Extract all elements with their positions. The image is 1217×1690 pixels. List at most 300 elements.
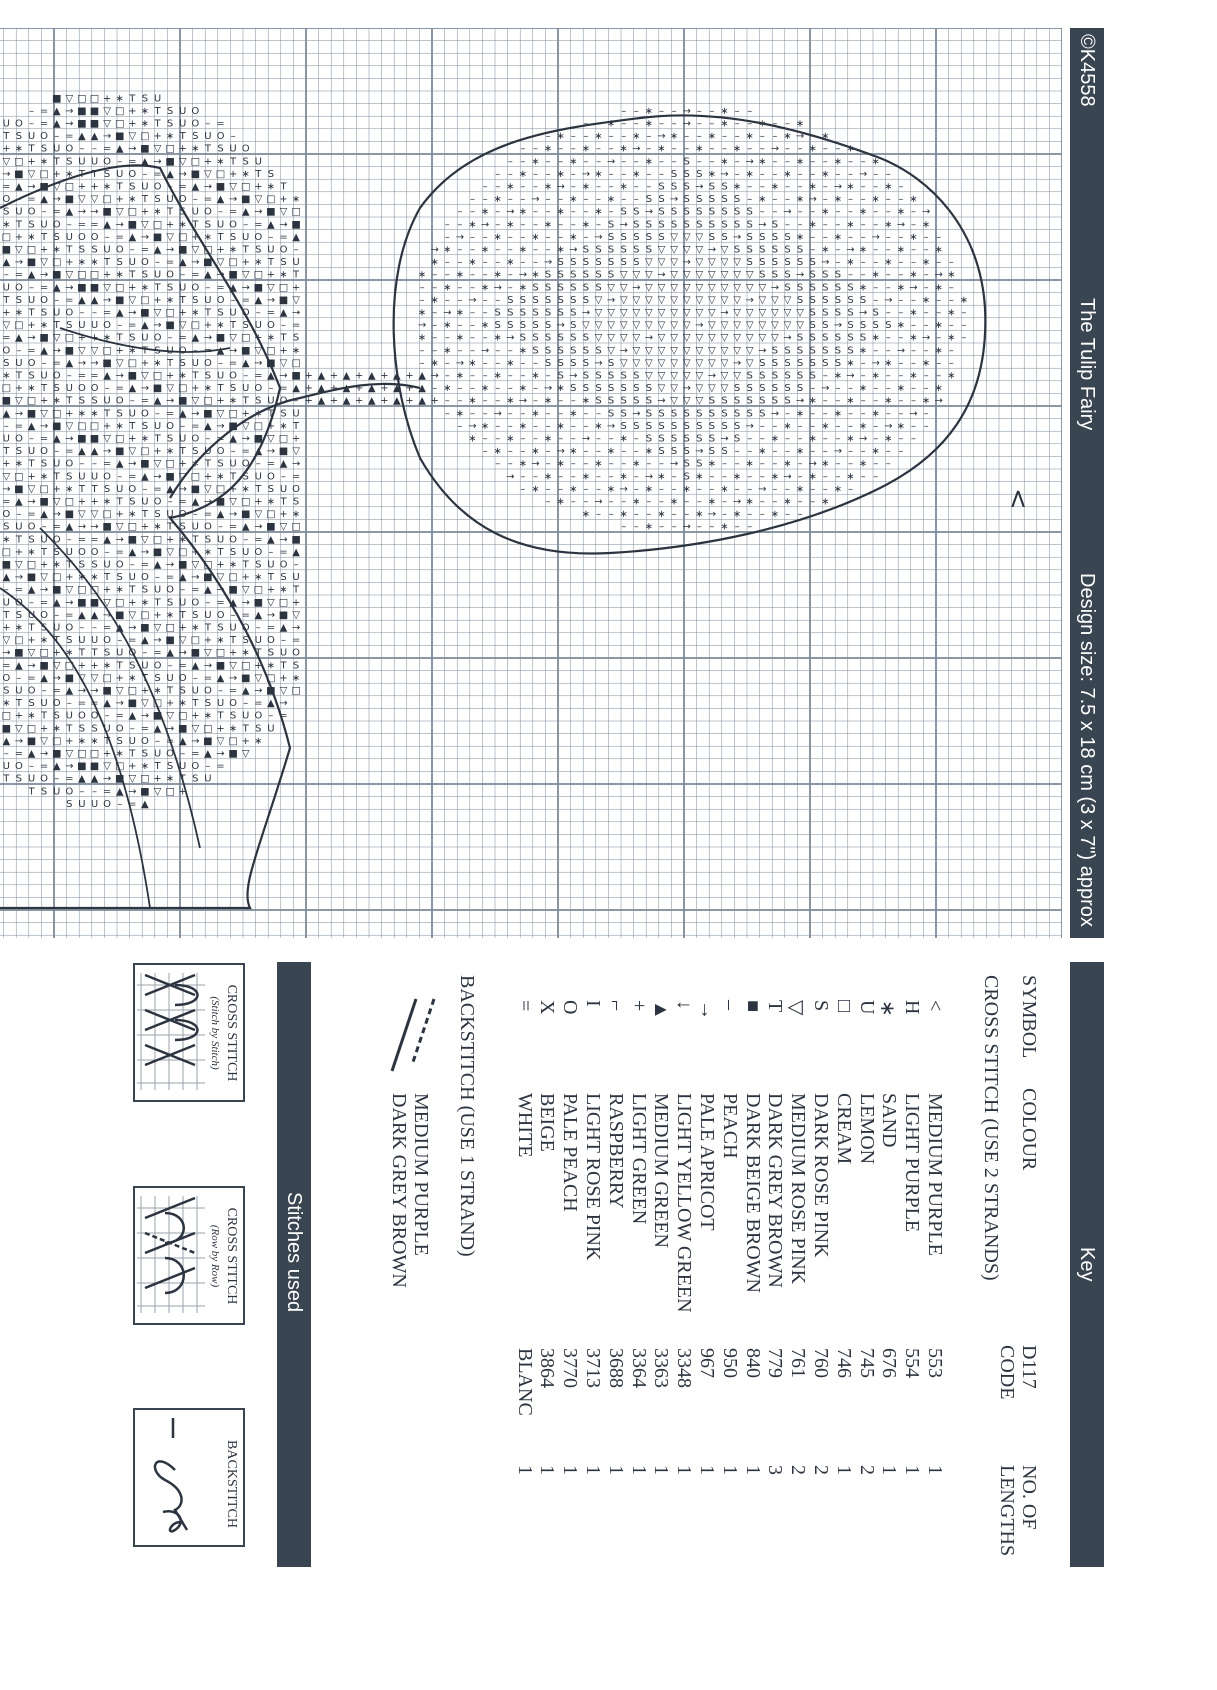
chart-symbol: T — [192, 534, 199, 546]
chart-symbol: S — [721, 231, 728, 243]
chart-symbol: T — [28, 622, 35, 634]
chart-symbol: S — [280, 257, 287, 269]
chart-symbol: ∗ — [531, 408, 540, 420]
chart-symbol: ∗ — [266, 181, 276, 193]
chart-symbol: ∗ — [203, 231, 213, 243]
chart-symbol: ∗ — [556, 168, 565, 180]
chart-symbol: ∗ — [493, 194, 502, 206]
chart-symbol: → — [594, 496, 603, 508]
chart-symbol: – — [545, 420, 551, 432]
chart-symbol: S — [809, 307, 816, 319]
chart-symbol: → — [115, 370, 124, 382]
chart-symbol: + — [14, 710, 24, 722]
chart-symbol: + — [115, 509, 124, 521]
chart-symbol: ▽ — [78, 194, 86, 206]
chart-symbol: ∗ — [153, 685, 162, 697]
chart-symbol: S — [204, 534, 212, 546]
chart-symbol: – — [293, 395, 299, 407]
chart-symbol: → — [128, 307, 137, 319]
chart-symbol: – — [570, 420, 576, 432]
chart-symbol: U — [166, 509, 174, 521]
chart-symbol: + — [27, 471, 36, 483]
chart-symbol: ∗ — [480, 206, 490, 218]
chart-symbol: ▽ — [103, 433, 111, 445]
chart-symbol: + — [191, 710, 200, 722]
chart-symbol: – — [633, 509, 639, 521]
chart-symbol: ∗ — [669, 131, 679, 143]
chart-symbol: → — [165, 723, 175, 735]
chart-symbol: T — [129, 748, 136, 760]
chart-symbol: ▽ — [720, 294, 729, 306]
chart-symbol: U — [90, 798, 99, 810]
chart-symbol: – — [822, 370, 828, 382]
chart-symbol: ■ — [253, 282, 264, 294]
chart-symbol: ∗ — [468, 433, 477, 445]
chart-symbol: □ — [127, 521, 138, 533]
chart-symbol: → — [909, 282, 918, 294]
chart-symbol: S — [179, 206, 186, 218]
chart-symbol: ▽ — [695, 257, 704, 269]
chart-symbol: ∗ — [896, 383, 906, 395]
chart-symbol: – — [696, 156, 702, 168]
chart-symbol: U — [40, 219, 48, 231]
chart-symbol: → — [2, 647, 11, 659]
chart-symbol: □ — [114, 597, 125, 609]
chart-symbol: – — [596, 143, 601, 155]
chart-symbol: ▽ — [682, 231, 691, 243]
chart-symbol: = — [2, 660, 11, 672]
chart-symbol: S — [570, 269, 577, 281]
chart-symbol: = — [14, 748, 24, 760]
chart-symbol: ▲ — [241, 357, 250, 369]
chart-symbol: + — [165, 219, 175, 231]
chart-symbol: → — [758, 345, 767, 357]
chart-symbol: ∗ — [644, 118, 654, 130]
chart-symbol: = — [52, 357, 61, 369]
chart-symbol: – — [533, 433, 538, 445]
chart-symbol: □ — [51, 735, 62, 747]
chart-symbol: = — [52, 685, 61, 697]
chart-symbol: – — [709, 143, 715, 155]
chart-symbol: S — [154, 509, 161, 521]
chart-symbol: = — [39, 433, 49, 445]
chart-symbol: □ — [140, 446, 150, 458]
chart-symbol: – — [911, 320, 916, 332]
chart-symbol: O — [77, 546, 86, 558]
chart-symbol: ∗ — [14, 307, 24, 319]
chart-symbol: ▽ — [229, 660, 237, 672]
chart-symbol: ∗ — [455, 370, 465, 382]
chart-symbol: S — [28, 698, 35, 710]
chart-symbol: □ — [266, 194, 276, 206]
chart-symbol: = — [14, 269, 24, 281]
chart-symbol: ∗ — [65, 483, 74, 495]
chart-symbol: ∗ — [795, 446, 805, 458]
chart-symbol: O — [216, 294, 225, 306]
chart-symbol: – — [873, 181, 879, 193]
chart-symbol: □ — [203, 395, 213, 407]
chart-symbol: ∗ — [480, 420, 490, 432]
key-code: 779 — [764, 1348, 786, 1378]
chart-symbol: – — [293, 559, 299, 571]
chart-symbol: ▽ — [695, 383, 704, 395]
chart-symbol: □ — [127, 357, 138, 369]
chart-symbol: – — [583, 408, 589, 420]
chart-symbol: S — [15, 609, 23, 621]
chart-symbol: T — [129, 420, 136, 432]
chart-symbol: ∗ — [417, 307, 427, 319]
chart-symbol: ■ — [266, 685, 276, 697]
chart-symbol: S — [696, 206, 703, 218]
stitches-heading: Stitches used — [283, 1192, 305, 1313]
chart-symbol: ∗ — [909, 307, 918, 319]
chart-symbol: □ — [114, 118, 125, 130]
chart-symbol: – — [633, 156, 639, 168]
chart-symbol: + — [304, 370, 313, 382]
key-colour: LEMON — [856, 1093, 878, 1165]
chart-symbol: – — [873, 294, 879, 306]
chart-symbol: ▲ — [40, 672, 48, 684]
chart-symbol: – — [432, 332, 438, 344]
chart-symbol: ∗ — [632, 458, 641, 470]
stitch-label-1-sub: (Stitch by Stitch) — [209, 996, 221, 1070]
chart-symbol: S — [595, 383, 602, 395]
chart-symbol: ∗ — [493, 269, 502, 281]
chart-symbol: – — [545, 194, 551, 206]
chart-symbol: S — [166, 105, 174, 117]
chart-symbol: ▽ — [594, 307, 603, 319]
chart-symbol: + — [153, 131, 162, 143]
chart-symbol: T — [179, 131, 186, 143]
chart-symbol: ▲ — [15, 181, 23, 193]
key-lengths: 2 — [810, 1465, 832, 1475]
chart-symbol: ∗ — [128, 509, 137, 521]
chart-symbol: ∗ — [254, 408, 263, 420]
backstitch-line-purple — [412, 999, 434, 1065]
chart-symbol: ■ — [14, 647, 24, 659]
chart-symbol: S — [658, 420, 665, 432]
chart-symbol: ■ — [240, 194, 251, 206]
chart-symbol: → — [279, 534, 288, 546]
chart-symbol: ∗ — [178, 219, 187, 231]
chart-symbol: – — [66, 370, 72, 382]
chart-symbol: + — [27, 635, 36, 647]
chart-symbol: → — [65, 433, 74, 445]
chart-symbol: + — [128, 761, 137, 773]
chart-symbol: – — [898, 269, 904, 281]
chart-symbol: ▽ — [216, 257, 225, 269]
chart-symbol: □ — [253, 269, 264, 281]
chart-symbol: ▲ — [40, 345, 48, 357]
chart-symbol: – — [608, 168, 614, 180]
chart-symbol: ▲ — [317, 370, 326, 382]
chart-symbol: S — [595, 345, 602, 357]
chart-symbol: S — [129, 332, 136, 344]
chart-symbol: T — [280, 181, 287, 193]
chart-symbol: – — [898, 294, 904, 306]
chart-symbol: → — [14, 257, 24, 269]
chart-symbol: T — [154, 597, 161, 609]
chart-symbol: ▽ — [670, 231, 678, 243]
chart-symbol: = — [27, 509, 36, 521]
chart-symbol: – — [596, 181, 601, 193]
chart-symbol: ▽ — [682, 395, 691, 407]
chart-symbol: S — [721, 446, 728, 458]
key-code: 553 — [924, 1348, 946, 1378]
chart-symbol: – — [822, 395, 828, 407]
chart-symbol: – — [860, 269, 866, 281]
chart-symbol: O — [229, 698, 238, 710]
chart-symbol: + — [14, 546, 24, 558]
chart-symbol: ∗ — [783, 168, 792, 180]
chart-symbol: – — [596, 483, 601, 495]
chart-symbol: ▽ — [670, 320, 678, 332]
chart-symbol: – — [772, 156, 778, 168]
chart-symbol: U — [267, 559, 275, 571]
chart-symbol: T — [15, 698, 22, 710]
chart-symbol: + — [153, 446, 162, 458]
chart-symbol: S — [229, 383, 237, 395]
chart-symbol: ■ — [89, 118, 100, 130]
chart-symbol: – — [848, 483, 853, 495]
chart-symbol: – — [533, 471, 538, 483]
chart-symbol: ■ — [253, 433, 264, 445]
chart-symbol: S — [721, 219, 728, 231]
chart-symbol: S — [796, 282, 804, 294]
chart-symbol: S — [746, 257, 753, 269]
chart-symbol: ▽ — [733, 320, 741, 332]
chart-symbol: ▽ — [783, 294, 792, 306]
chart-symbol: ▲ — [191, 660, 200, 672]
chart-symbol: T — [280, 496, 287, 508]
chart-symbol: – — [646, 181, 652, 193]
chart-symbol: S — [759, 408, 766, 420]
chart-symbol: – — [822, 143, 828, 155]
chart-symbol: ∗ — [606, 194, 616, 206]
chart-symbol: = — [291, 320, 301, 332]
chart-symbol: – — [696, 496, 702, 508]
chart-symbol: ▲ — [141, 635, 149, 647]
chart-symbol: T — [179, 773, 186, 785]
chart-symbol: ■ — [152, 710, 163, 722]
chart-symbol: ▽ — [78, 345, 86, 357]
chart-symbol: ■ — [203, 408, 213, 420]
chart-symbol: – — [482, 294, 488, 306]
chart-symbol: ∗ — [695, 143, 704, 155]
chart-symbol: U — [229, 143, 237, 155]
chart-symbol: S — [784, 370, 791, 382]
chart-symbol: T — [293, 584, 300, 596]
chart-symbol: S — [557, 269, 564, 281]
chart-symbol: S — [670, 408, 678, 420]
chart-symbol: ▽ — [645, 294, 653, 306]
chart-symbol: ∗ — [506, 357, 515, 369]
chart-symbol: ▲ — [267, 370, 275, 382]
stitch-box-cross-stitch-by-stitch — [133, 963, 245, 1102]
chart-symbol: ∗ — [884, 357, 893, 369]
chart-symbol: S — [670, 219, 678, 231]
chart-symbol: ∗ — [745, 458, 754, 470]
chart-symbol: ▽ — [670, 294, 678, 306]
chart-symbol: – — [482, 257, 488, 269]
chart-symbol: → — [770, 143, 780, 155]
chart-symbol: O — [77, 710, 86, 722]
chart-symbol: ∗ — [808, 471, 817, 483]
chart-symbol: T — [78, 483, 85, 495]
chart-symbol: – — [558, 231, 564, 243]
chart-symbol: – — [92, 307, 97, 319]
chart-symbol: – — [684, 143, 690, 155]
chart-symbol: = — [115, 546, 124, 558]
chart-symbol: ∗ — [921, 357, 931, 369]
chart-symbol: – — [218, 206, 223, 218]
chart-symbol: ∗ — [543, 433, 553, 445]
chart-symbol: – — [558, 143, 564, 155]
chart-symbol: → — [77, 685, 87, 697]
chart-symbol: □ — [14, 471, 24, 483]
chart-symbol: O — [65, 307, 74, 319]
chart-symbol: ▲ — [204, 420, 212, 432]
chart-symbol: ∗ — [594, 458, 603, 470]
chart-symbol: – — [659, 521, 664, 533]
chart-symbol: – — [545, 131, 551, 143]
chart-symbol: – — [873, 206, 879, 218]
chart-symbol: S — [582, 244, 590, 256]
chart-symbol: T — [41, 710, 48, 722]
chart-symbol: + — [279, 345, 288, 357]
chart-symbol: ∗ — [619, 181, 628, 193]
chart-symbol: – — [621, 446, 627, 458]
chart-symbol: – — [785, 194, 790, 206]
chart-symbol: S — [683, 458, 690, 470]
chart-symbol: – — [520, 408, 526, 420]
chart-symbol: T — [15, 219, 22, 231]
chart-symbol: ∗ — [531, 231, 540, 243]
chart-symbol: – — [419, 282, 425, 294]
chart-symbol: ▽ — [254, 672, 263, 684]
chart-symbol: – — [583, 446, 589, 458]
chart-symbol: – — [671, 143, 677, 155]
chart-symbol: – — [898, 194, 904, 206]
chart-symbol: – — [797, 168, 803, 180]
chart-symbol: – — [608, 458, 614, 470]
chart-symbol: – — [722, 143, 727, 155]
chart-symbol: S — [192, 609, 199, 621]
chart-symbol: ▽ — [645, 357, 653, 369]
chart-symbol: O — [40, 294, 49, 306]
chart-symbol: – — [558, 194, 564, 206]
chart-symbol: ▽ — [745, 345, 754, 357]
chart-symbol: S — [544, 357, 552, 369]
chart-symbol: ∗ — [65, 168, 74, 180]
chart-symbol: → — [291, 458, 301, 470]
chart-symbol: – — [835, 433, 841, 445]
chart-symbol: O — [153, 496, 162, 508]
key-code: 3688 — [605, 1348, 627, 1388]
chart-symbol: + — [90, 181, 99, 193]
chart-symbol: → — [254, 685, 263, 697]
key-symbol: → — [696, 1000, 718, 1020]
chart-symbol: – — [923, 420, 929, 432]
chart-symbol: U — [90, 156, 99, 168]
chart-symbol: S — [645, 219, 653, 231]
chart-symbol: O — [191, 761, 200, 773]
chart-symbol: O — [241, 307, 250, 319]
chart-symbol: ∗ — [2, 370, 11, 382]
chart-symbol: S — [15, 773, 23, 785]
chart-symbol: – — [848, 168, 853, 180]
chart-symbol: → — [871, 357, 880, 369]
chart-symbol: – — [734, 118, 740, 130]
chart-symbol: O — [216, 131, 225, 143]
chart-symbol: ▽ — [115, 357, 124, 369]
chart-symbol: = — [77, 534, 87, 546]
chart-symbol: ∗ — [821, 206, 830, 218]
chart-symbol: S — [15, 446, 23, 458]
chart-symbol: → — [65, 761, 74, 773]
chart-symbol: U — [153, 93, 162, 105]
chart-symbol: ∗ — [795, 194, 805, 206]
stitch-label-1 — [207, 973, 239, 1093]
chart-symbol: = — [102, 307, 112, 319]
chart-symbol: → — [2, 168, 11, 180]
chart-symbol: ▽ — [607, 282, 615, 294]
chart-symbol: – — [848, 408, 853, 420]
chart-symbol: – — [810, 131, 816, 143]
chart-symbol: – — [936, 257, 942, 269]
key-code: BLANC — [514, 1348, 536, 1416]
chart-symbol: = — [291, 635, 301, 647]
chart-symbol: ▲ — [103, 370, 111, 382]
key-code: 761 — [787, 1348, 809, 1378]
chart-symbol: S — [683, 408, 690, 420]
chart-symbol: – — [923, 307, 929, 319]
chart-symbol: → — [632, 408, 641, 420]
chart-symbol: → — [732, 357, 742, 369]
chart-symbol: → — [430, 370, 439, 382]
chart-symbol: ∗ — [556, 244, 565, 256]
chart-symbol: ▽ — [27, 168, 36, 180]
chart-symbol: S — [507, 320, 514, 332]
chart-symbol: – — [822, 446, 828, 458]
chart-symbol: S — [822, 345, 829, 357]
chart-symbol: → — [254, 206, 263, 218]
chart-symbol: – — [29, 433, 34, 445]
chart-symbol: S — [192, 131, 199, 143]
chart-symbol: ■ — [51, 269, 62, 281]
chart-symbol: S — [582, 257, 590, 269]
chart-symbol: ▲ — [65, 206, 74, 218]
chart-symbol: ∗ — [947, 370, 956, 382]
chart-symbol: + — [65, 572, 74, 584]
chart-symbol: ▽ — [594, 320, 603, 332]
chart-symbol: ▽ — [670, 257, 678, 269]
chart-symbol: T — [104, 408, 111, 420]
chart-symbol: ▽ — [670, 332, 678, 344]
chart-symbol: U — [242, 231, 250, 243]
chart-symbol: ■ — [177, 559, 188, 571]
key-lengths: 1 — [650, 1465, 672, 1475]
chart-symbol: □ — [51, 572, 62, 584]
chart-symbol: ▽ — [645, 345, 653, 357]
chart-symbol: □ — [177, 546, 188, 558]
chart-symbol: ▲ — [27, 584, 36, 596]
chart-symbol: ∗ — [745, 496, 754, 508]
chart-symbol: – — [570, 458, 576, 470]
chart-symbol: – — [633, 118, 639, 130]
chart-symbol: → — [228, 194, 238, 206]
chart-symbol: – — [848, 269, 853, 281]
